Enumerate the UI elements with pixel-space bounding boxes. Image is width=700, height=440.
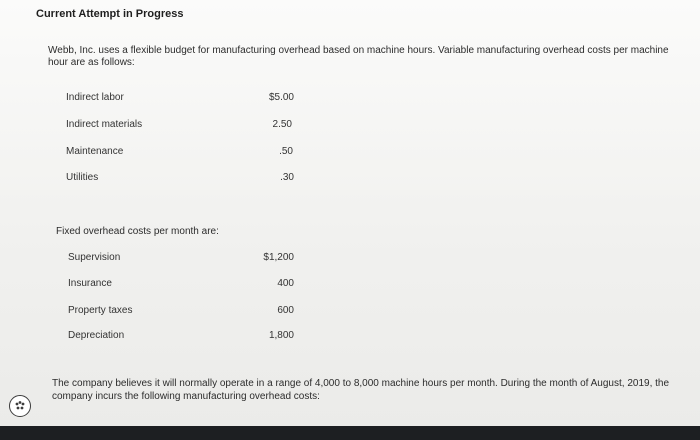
cost-value: $5.00 [268, 92, 294, 103]
cost-label: Depreciation [68, 330, 125, 341]
cost-value: $1,200 [263, 252, 294, 263]
question-outro: The company believes it will normally operate in a range of 4,000 to 8,000 machine hours per month. During the month of August, 2019, the company incurs the following manufacturing overhead costs: [52, 378, 670, 402]
cost-label: Maintenance [66, 146, 124, 157]
cost-label: Property taxes [68, 305, 133, 316]
help-glyph [12, 398, 28, 414]
cost-label: Supervision [68, 252, 121, 263]
cost-label: Indirect labor [66, 92, 124, 103]
cost-value: 600 [277, 305, 294, 316]
cost-value: 1,800 [268, 330, 294, 341]
question-intro: Webb, Inc. uses a flexible budget for manufacturing overhead based on machine hours. Variable manufacturing overhead costs per machine hour are as follows: [48, 45, 669, 68]
cost-value: .50 [279, 146, 293, 157]
help-icon[interactable] [9, 395, 31, 417]
bottom-bar [0, 426, 700, 440]
cost-label: Utilities [66, 172, 99, 183]
cost-value: 2.50 [272, 119, 292, 130]
cost-label: Insurance [68, 278, 112, 289]
cost-label: Indirect materials [66, 119, 143, 130]
fixed-costs-heading: Fixed overhead costs per month are: [56, 226, 219, 237]
attempt-status: Current Attempt in Progress [36, 8, 184, 20]
cost-value: .30 [280, 172, 294, 183]
cost-value: 400 [277, 278, 294, 289]
